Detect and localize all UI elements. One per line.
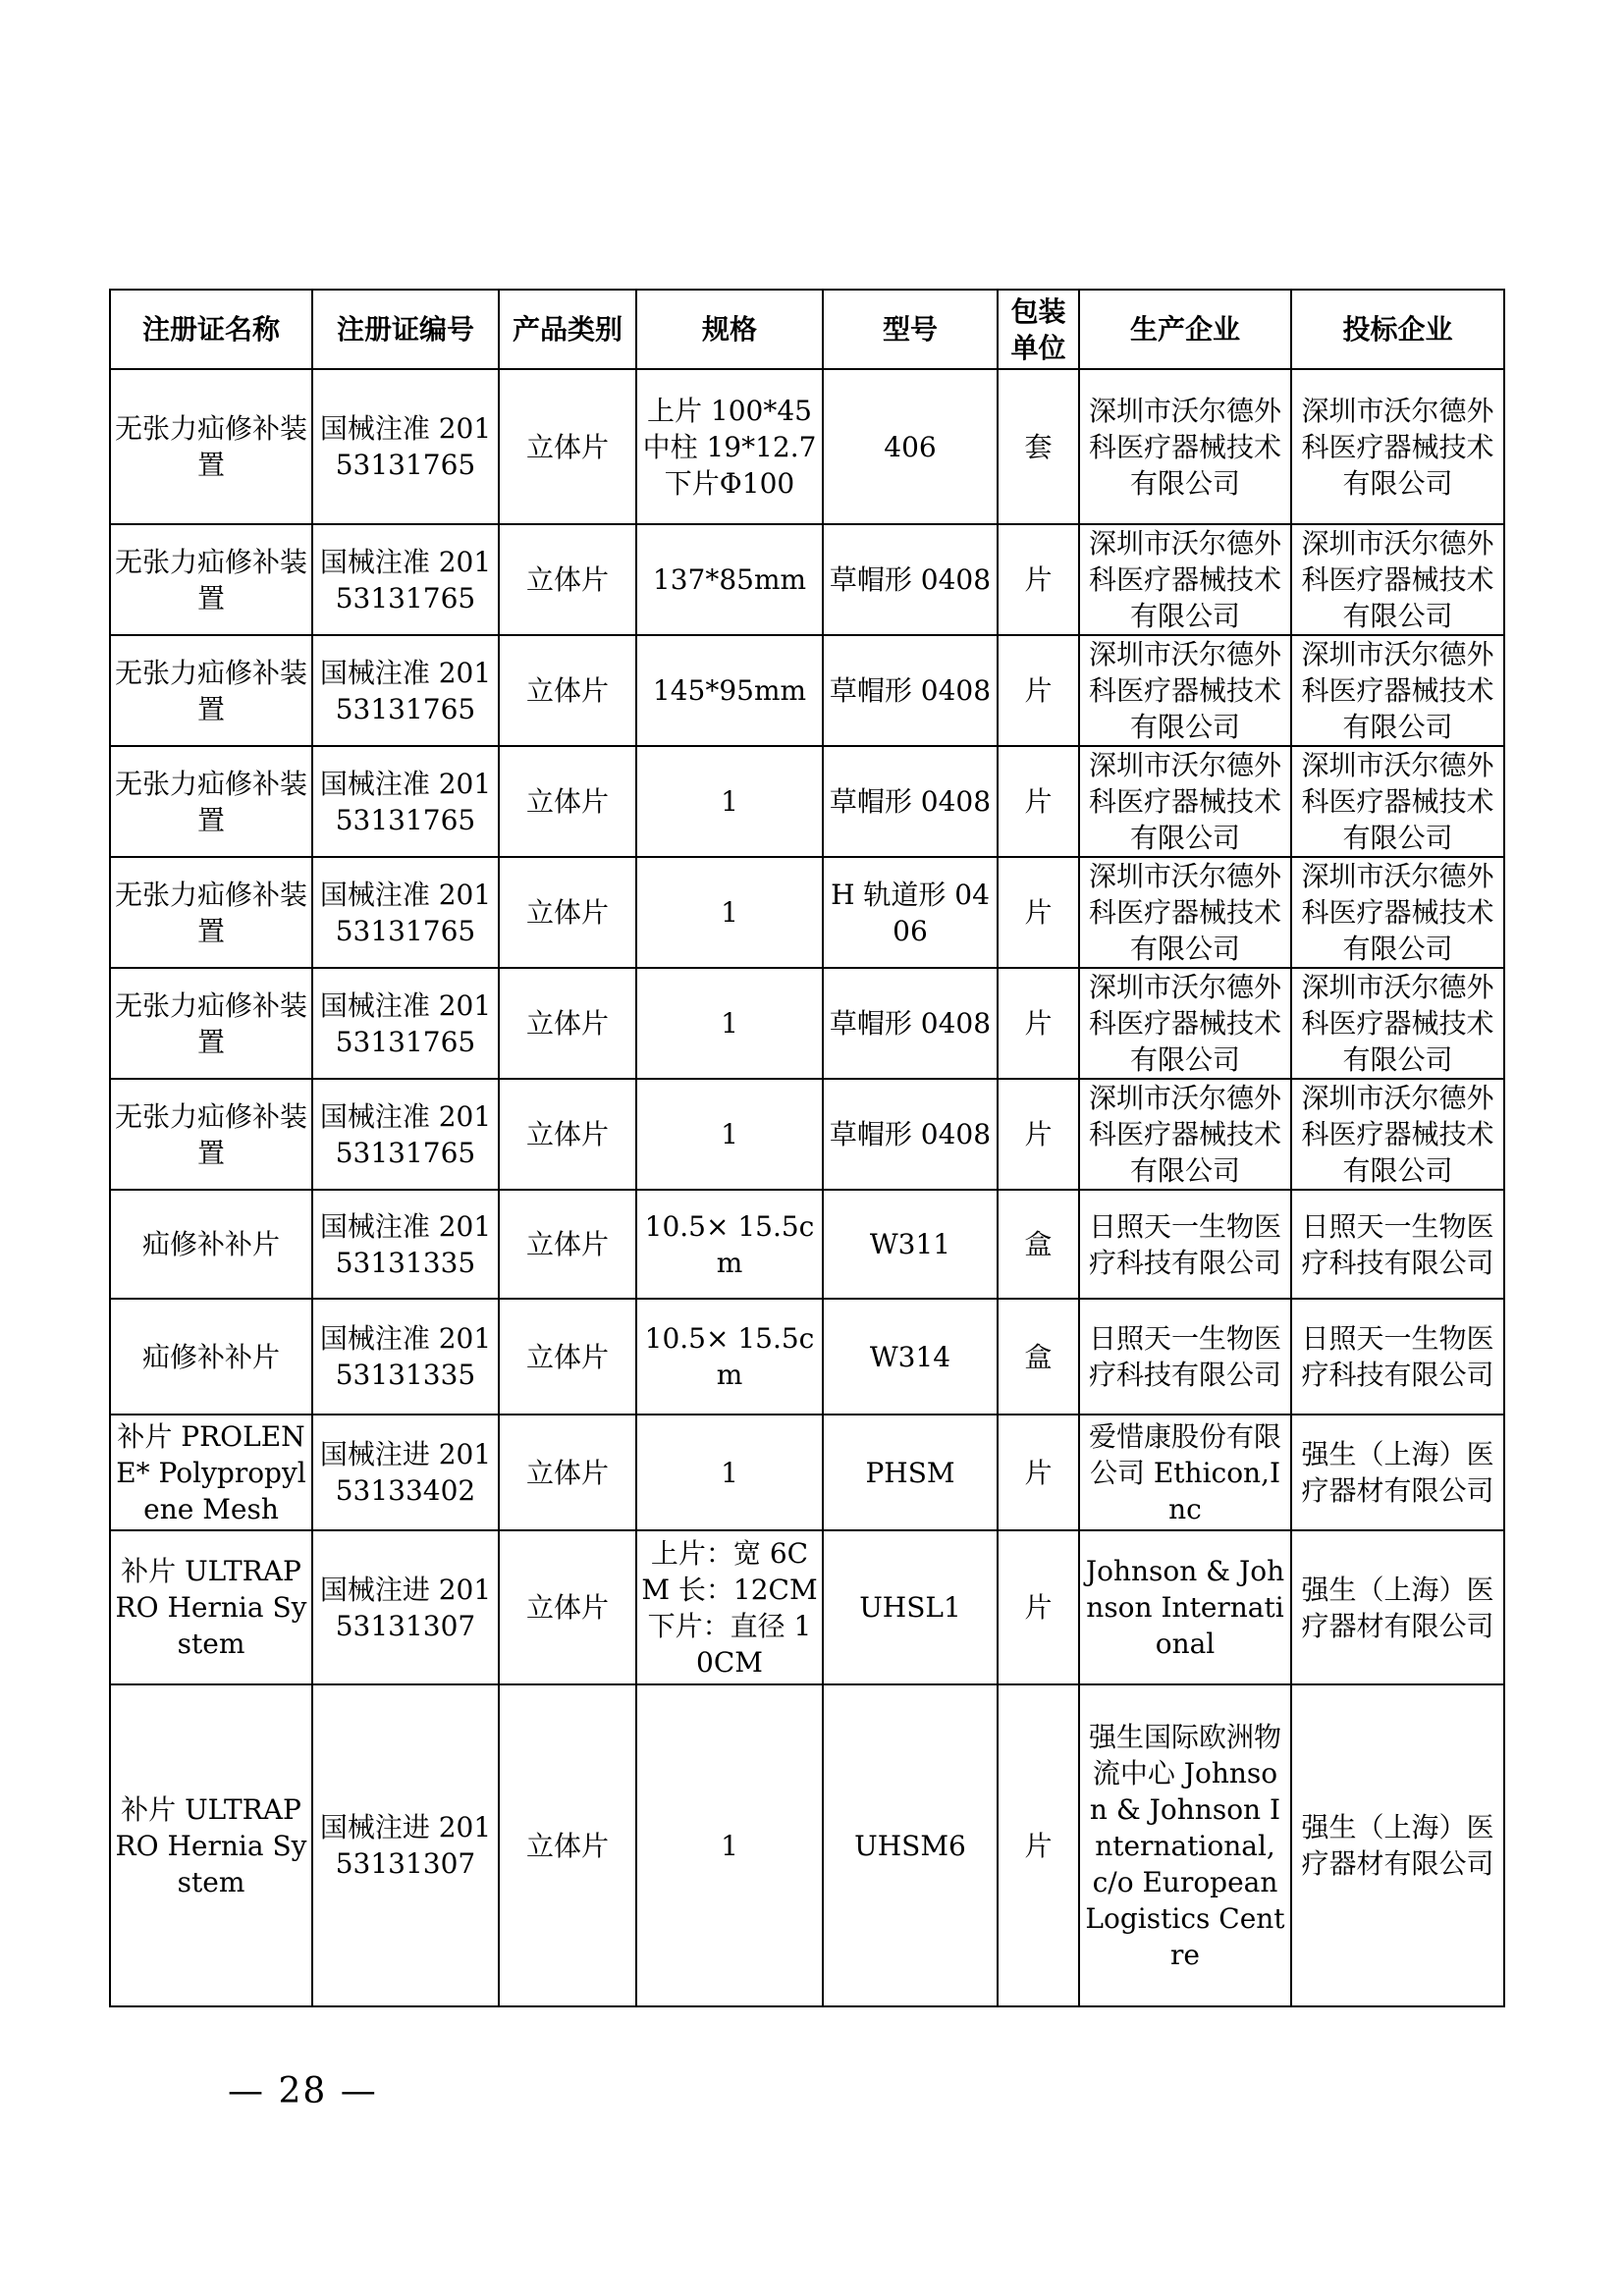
manufacturer-cell: 深圳市沃尔德外科医疗器械技术有限公司	[1079, 369, 1291, 524]
category-cell: 立体片	[499, 1415, 636, 1530]
bidder-cell: 深圳市沃尔德外科医疗器械技术有限公司	[1291, 968, 1504, 1079]
unit-cell: 片	[998, 1684, 1079, 2006]
spec-cell: 上片：宽 6CM 长：12CM 下片：直径 10CM	[636, 1530, 823, 1684]
product-name-cell: 无张力疝修补装置	[110, 524, 312, 635]
spec-cell: 1	[636, 968, 823, 1079]
product-name-cell: 无张力疝修补装置	[110, 968, 312, 1079]
table-row	[110, 1684, 1504, 2006]
unit-cell: 套	[998, 369, 1079, 524]
unit-cell: 片	[998, 1079, 1079, 1190]
product-name-cell: 补片 ULTRAPRO Hernia System	[110, 1530, 312, 1684]
unit-cell: 盒	[998, 1299, 1079, 1415]
table-row	[110, 1079, 1504, 1190]
registration-number-cell: 国械注准 20153131765	[312, 1079, 499, 1190]
model-cell: UHSL1	[823, 1530, 998, 1684]
product-name-cell: 补片 PROLENE* Polypropylene Mesh	[110, 1415, 312, 1530]
registration-number-cell: 国械注准 20153131765	[312, 524, 499, 635]
product-name-cell: 无张力疝修补装置	[110, 857, 312, 968]
table-row	[110, 857, 1504, 968]
spec-cell: 10.5× 15.5cm	[636, 1190, 823, 1299]
model-cell: W311	[823, 1190, 998, 1299]
unit-cell: 片	[998, 968, 1079, 1079]
table-row	[110, 1190, 1504, 1299]
manufacturer-cell: 深圳市沃尔德外科医疗器械技术有限公司	[1079, 1079, 1291, 1190]
model-cell: 草帽形 0408	[823, 635, 998, 746]
model-cell: 草帽形 0408	[823, 968, 998, 1079]
category-cell: 立体片	[499, 1299, 636, 1415]
model-cell: UHSM6	[823, 1684, 998, 2006]
manufacturer-cell: 深圳市沃尔德外科医疗器械技术有限公司	[1079, 635, 1291, 746]
bidder-cell: 深圳市沃尔德外科医疗器械技术有限公司	[1291, 1079, 1504, 1190]
spec-cell: 10.5× 15.5cm	[636, 1299, 823, 1415]
registration-number-cell: 国械注进 20153131307	[312, 1530, 499, 1684]
header-cell: 注册证名称	[110, 290, 312, 369]
header-cell: 包装单位	[998, 290, 1079, 369]
manufacturer-cell: 深圳市沃尔德外科医疗器械技术有限公司	[1079, 746, 1291, 857]
spec-cell: 137*85mm	[636, 524, 823, 635]
header-cell: 注册证编号	[312, 290, 499, 369]
manufacturer-cell: 日照天一生物医疗科技有限公司	[1079, 1299, 1291, 1415]
header-cell: 投标企业	[1291, 290, 1504, 369]
model-cell: 草帽形 0408	[823, 746, 998, 857]
model-cell: 406	[823, 369, 998, 524]
table-row	[110, 968, 1504, 1079]
table-row	[110, 635, 1504, 746]
unit-cell: 片	[998, 524, 1079, 635]
header-cell: 产品类别	[499, 290, 636, 369]
manufacturer-cell: 爱惜康股份有限公司 Ethicon,Inc	[1079, 1415, 1291, 1530]
registration-number-cell: 国械注准 20153131765	[312, 635, 499, 746]
table-row	[110, 1299, 1504, 1415]
registration-number-cell: 国械注进 20153133402	[312, 1415, 499, 1530]
bidder-cell: 深圳市沃尔德外科医疗器械技术有限公司	[1291, 635, 1504, 746]
unit-cell: 片	[998, 746, 1079, 857]
category-cell: 立体片	[499, 369, 636, 524]
product-name-cell: 疝修补补片	[110, 1299, 312, 1415]
header-cell: 生产企业	[1079, 290, 1291, 369]
registration-number-cell: 国械注准 20153131765	[312, 857, 499, 968]
manufacturer-cell: 深圳市沃尔德外科医疗器械技术有限公司	[1079, 968, 1291, 1079]
manufacturer-cell: Johnson & Johnson International	[1079, 1530, 1291, 1684]
spec-cell: 1	[636, 1415, 823, 1530]
registration-number-cell: 国械注进 20153131307	[312, 1684, 499, 2006]
category-cell: 立体片	[499, 746, 636, 857]
spec-cell: 1	[636, 1684, 823, 2006]
table-header-row	[110, 290, 1504, 369]
spec-cell: 1	[636, 857, 823, 968]
bidder-cell: 深圳市沃尔德外科医疗器械技术有限公司	[1291, 857, 1504, 968]
bidder-cell: 深圳市沃尔德外科医疗器械技术有限公司	[1291, 369, 1504, 524]
category-cell: 立体片	[499, 1684, 636, 2006]
category-cell: 立体片	[499, 635, 636, 746]
category-cell: 立体片	[499, 524, 636, 635]
model-cell: 草帽形 0408	[823, 524, 998, 635]
table-row	[110, 369, 1504, 524]
registration-table	[109, 289, 1505, 2007]
spec-cell: 1	[636, 746, 823, 857]
unit-cell: 片	[998, 1415, 1079, 1530]
spec-cell: 上片 100*45 中柱 19*12.7 下片Φ100	[636, 369, 823, 524]
registration-number-cell: 国械注准 20153131335	[312, 1190, 499, 1299]
category-cell: 立体片	[499, 857, 636, 968]
model-cell: W314	[823, 1299, 998, 1415]
model-cell: PHSM	[823, 1415, 998, 1530]
manufacturer-cell: 强生国际欧洲物流中心 Johnson & Johnson International, c/o European Logistics Centre	[1079, 1684, 1291, 2006]
table-row	[110, 1415, 1504, 1530]
product-name-cell: 无张力疝修补装置	[110, 746, 312, 857]
model-cell: 草帽形 0408	[823, 1079, 998, 1190]
page-number: — 28 —	[228, 2071, 378, 2111]
table-row	[110, 746, 1504, 857]
product-name-cell: 补片 ULTRAPRO Hernia System	[110, 1684, 312, 2006]
table-row	[110, 524, 1504, 635]
product-name-cell: 无张力疝修补装置	[110, 635, 312, 746]
category-cell: 立体片	[499, 1079, 636, 1190]
header-cell: 型号	[823, 290, 998, 369]
manufacturer-cell: 深圳市沃尔德外科医疗器械技术有限公司	[1079, 524, 1291, 635]
unit-cell: 片	[998, 1530, 1079, 1684]
table-body	[110, 369, 1504, 2006]
model-cell: H 轨道形 0406	[823, 857, 998, 968]
spec-cell: 1	[636, 1079, 823, 1190]
manufacturer-cell: 深圳市沃尔德外科医疗器械技术有限公司	[1079, 857, 1291, 968]
product-name-cell: 无张力疝修补装置	[110, 1079, 312, 1190]
manufacturer-cell: 日照天一生物医疗科技有限公司	[1079, 1190, 1291, 1299]
registration-number-cell: 国械注准 20153131765	[312, 746, 499, 857]
bidder-cell: 强生（上海）医疗器材有限公司	[1291, 1684, 1504, 2006]
registration-number-cell: 国械注准 20153131765	[312, 968, 499, 1079]
category-cell: 立体片	[499, 1190, 636, 1299]
bidder-cell: 深圳市沃尔德外科医疗器械技术有限公司	[1291, 524, 1504, 635]
product-name-cell: 无张力疝修补装置	[110, 369, 312, 524]
spec-cell: 145*95mm	[636, 635, 823, 746]
header-cell: 规格	[636, 290, 823, 369]
bidder-cell: 日照天一生物医疗科技有限公司	[1291, 1190, 1504, 1299]
registration-number-cell: 国械注准 20153131335	[312, 1299, 499, 1415]
category-cell: 立体片	[499, 968, 636, 1079]
bidder-cell: 强生（上海）医疗器材有限公司	[1291, 1530, 1504, 1684]
table-row	[110, 1530, 1504, 1684]
unit-cell: 片	[998, 857, 1079, 968]
registration-number-cell: 国械注准 20153131765	[312, 369, 499, 524]
bidder-cell: 强生（上海）医疗器材有限公司	[1291, 1415, 1504, 1530]
bidder-cell: 日照天一生物医疗科技有限公司	[1291, 1299, 1504, 1415]
bidder-cell: 深圳市沃尔德外科医疗器械技术有限公司	[1291, 746, 1504, 857]
unit-cell: 盒	[998, 1190, 1079, 1299]
category-cell: 立体片	[499, 1530, 636, 1684]
unit-cell: 片	[998, 635, 1079, 746]
product-name-cell: 疝修补补片	[110, 1190, 312, 1299]
